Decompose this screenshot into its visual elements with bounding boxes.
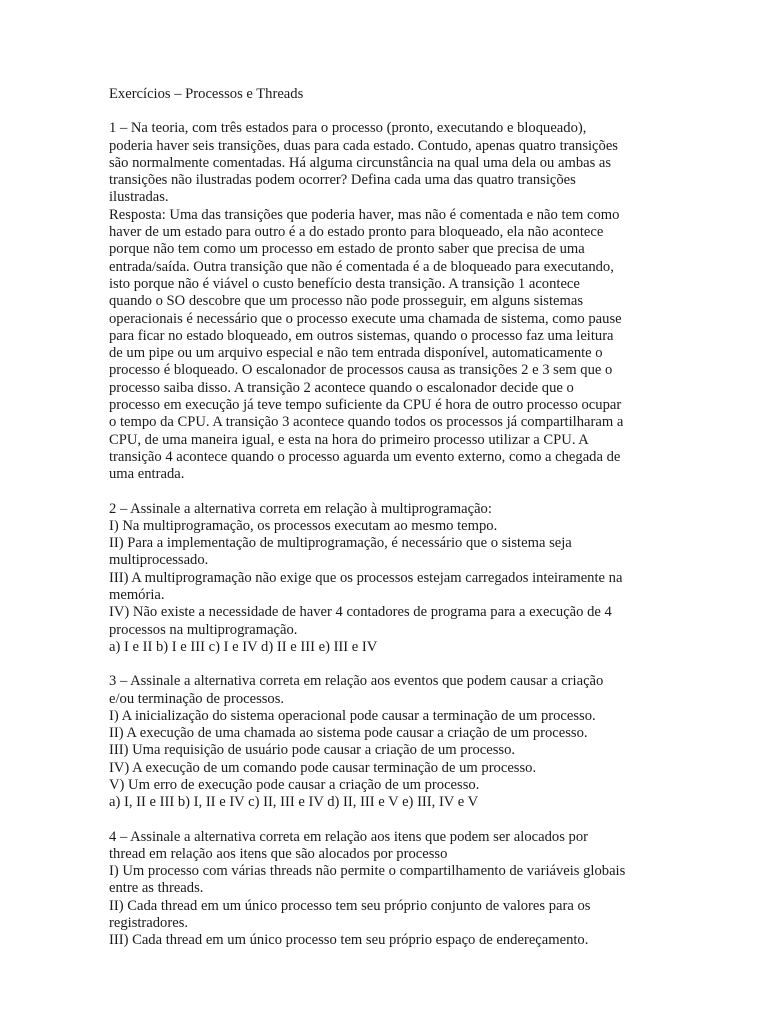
text-line: processo é bloqueado. O escalonador de processos causa as transições 2 e 3 sem que o <box>109 362 613 379</box>
text-line: processos na multiprogramação. <box>109 621 298 638</box>
text-line: III) Uma requisição de usuário pode causar a criação de um processo. <box>109 742 516 759</box>
text-line: III) A multiprogramação não exige que os processos estejam carregados inteiramente na <box>109 569 623 586</box>
text-line: isto porque não é viável o custo benefício desta transição. A transição 1 acontece <box>109 275 580 292</box>
text-line: III) Cada thread em um único processo tem seu próprio espaço de endereçamento. <box>109 932 589 949</box>
text-line: multiprocessado. <box>109 552 209 569</box>
question-section-2 <box>109 501 708 657</box>
question-section-1 <box>109 120 708 483</box>
text-line: são normalmente comentadas. Há alguma circunstância na qual uma dela ou ambas as <box>109 154 612 171</box>
text-line: ilustradas. <box>109 189 169 206</box>
text-line: quando o SO descobre que um processo não pode prosseguir, em alguns sistemas <box>109 293 584 310</box>
text-line: I) A inicialização do sistema operacional pode causar a terminação de um processo. <box>109 707 596 724</box>
text-line: porque não tem como um processo em estado de pronto saber que precisa de uma <box>109 241 585 258</box>
text-line: a) I, II e III b) I, II e IV c) II, III e IV d) II, III e V e) III, IV e V <box>109 794 479 811</box>
text-line: II) A execução de uma chamada ao sistema pode causar a criação de um processo. <box>109 725 588 742</box>
text-line: processo saiba disso. A transição 2 acontece quando o escalonador decide que o <box>109 379 574 396</box>
text-line: uma entrada. <box>109 466 185 483</box>
text-line: processo em execução já teve tempo suficiente da CPU é hora de outro processo ocupar <box>109 397 622 414</box>
document-body <box>109 120 708 949</box>
question-section-3 <box>109 673 708 811</box>
document-title: Exercícios – Processos e Threads <box>109 86 304 102</box>
text-line: 3 – Assinale a alternativa correta em relação aos eventos que podem causar a criação <box>109 673 604 690</box>
text-line: a) I e II b) I e III c) I e IV d) II e III e) III e IV <box>109 638 378 655</box>
text-line: transição 4 acontece quando o processo aguarda um evento externo, como a chegada de <box>109 448 621 465</box>
text-line: poderia haver seis transições, duas para cada estado. Contudo, apenas quatro transições <box>109 137 618 154</box>
text-line: o tempo da CPU. A transição 3 acontece quando todos os processos já compartilharam a <box>109 414 624 431</box>
text-line: 1 – Na teoria, com três estados para o processo (pronto, executando e bloqueado), <box>109 120 587 137</box>
text-line: e/ou terminação de processos. <box>109 690 285 707</box>
text-line: IV) Não existe a necessidade de haver 4 contadores de programa para a execução de 4 <box>109 604 612 621</box>
text-line: registradores. <box>109 915 189 932</box>
text-line: I) Na multiprogramação, os processos executam ao mesmo tempo. <box>109 517 498 534</box>
text-line: Resposta: Uma das transições que poderia haver, mas não é comentada e não tem como <box>109 206 620 223</box>
text-line: 2 – Assinale a alternativa correta em relação à multiprogramação: <box>109 500 492 517</box>
text-line: entrada/saída. Outra transição que não é comentada é a de bloqueado para executando, <box>109 258 614 275</box>
text-line: haver de um estado para outro é a do estado pronto para bloqueado, ela não acontece <box>109 224 604 241</box>
text-line: IV) A execução de um comando pode causar terminação de um processo. <box>109 759 537 776</box>
text-line: V) Um erro de execução pode causar a criação de um processo. <box>109 776 480 793</box>
text-line: 4 – Assinale a alternativa correta em relação aos itens que podem ser alocados por <box>109 828 588 845</box>
question-section-4 <box>109 829 708 950</box>
text-line: CPU, de uma maneira igual, e esta na hora do primeiro processo utilizar a CPU. A <box>109 431 589 448</box>
text-line: memória. <box>109 587 165 604</box>
text-line: para ficar no estado bloqueado, em outros sistemas, quando o processo faz uma leitura <box>109 327 614 344</box>
text-line: entre as threads. <box>109 880 204 897</box>
text-line: II) Cada thread em um único processo tem seu próprio conjunto de valores para os <box>109 897 591 914</box>
text-line: thread em relação aos itens que são alocados por processo <box>109 845 448 862</box>
text-line: operacionais é necessário que o processo execute uma chamada de sistema, como pause <box>109 310 622 327</box>
text-line: de um pipe ou um arquivo especial e não tem entrada disponível, automaticamente o <box>109 345 603 362</box>
text-line: transições não ilustradas podem ocorrer? Defina cada uma das quatro transições <box>109 172 576 189</box>
text-line: II) Para a implementação de multiprogramação, é necessário que o sistema seja <box>109 535 572 552</box>
text-line: I) Um processo com várias threads não permite o compartilhamento de variáveis globais <box>109 863 626 880</box>
